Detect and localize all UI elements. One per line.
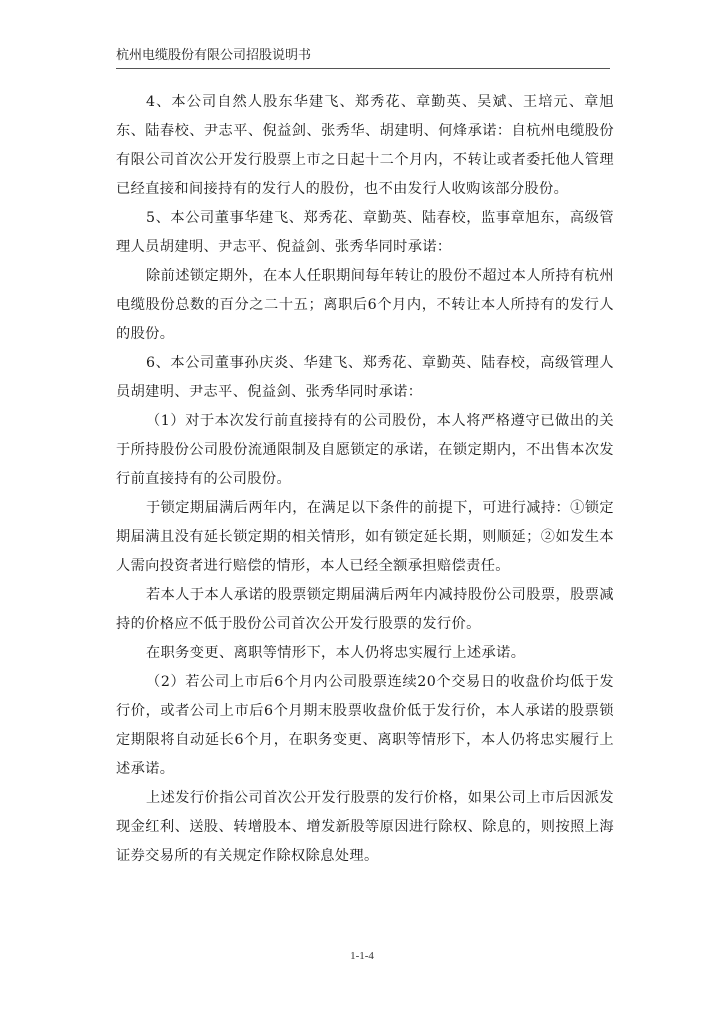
- paragraph-transfer-limit: 除前述锁定期外，在本人任职期间每年转让的股份不超过本人所持有杭州电缆股份总数的百分之二十五；离职后6个月内，不转让本人所持有的发行人的股份。: [116, 268, 614, 342]
- paragraph-shareholder-lockup: 4、本公司自然人股东华建飞、郑秀花、章勤英、吴斌、王培元、章旭东、陆春校、尹志平、倪益剑、张秀华、胡建明、何烽承诺：自杭州电缆股份有限公司首次公开发行股票上市之日起十二个月内，不转让或者委托他人管理已经直接和间接持有的发行人的股份，也不由发行人收购该部分股份。: [116, 94, 614, 197]
- document-body: [116, 88, 614, 871]
- paragraph-director-commitment: 5、本公司董事华建飞、郑秀花、章勤英、陆春校，监事章旭东，高级管理人员胡建明、尹志平、倪益剑、张秀华同时承诺：: [116, 210, 614, 255]
- header-divider: [116, 68, 610, 69]
- page-number: 1-1-4: [350, 950, 374, 962]
- page-header: [116, 48, 610, 68]
- page-footer: [0, 950, 724, 962]
- paragraph-item-1: （1）对于本次发行前直接持有的公司股份，本人将严格遵守已做出的关于所持股份公司股份流通限制及自愿锁定的承诺，在锁定期内，不出售本次发行前直接持有的公司股份。: [116, 413, 614, 487]
- document-title: 杭州电缆股份有限公司招股说明书: [116, 48, 312, 63]
- paragraph-issue-price-definition: 上述发行价指公司首次公开发行股票的发行价格，如果公司上市后因派发现金红利、送股、转增股本、增发新股等原因进行除权、除息的，则按照上海证券交易所的有关规定作除权除息处理。: [116, 790, 614, 864]
- paragraph-item-2: （2）若公司上市后6个月内公司股票连续20个交易日的收盘价均低于发行价，或者公司上市后6个月期末股票收盘价低于发行价，本人承诺的股票锁定期限将自动延长6个月，在职务变更、离职等情形下，本人仍将忠实履行上述承诺。: [116, 674, 614, 777]
- paragraph-reduction-price: 若本人于本人承诺的股票锁定期届满后两年内减持股份公司股票，股票减持的价格应不低于股份公司首次公开发行股票的发行价。: [116, 587, 614, 632]
- paragraph-director-commitment-2: 6、本公司董事孙庆炎、华建飞、郑秀花、章勤英、陆春校，高级管理人员胡建明、尹志平、倪益剑、张秀华同时承诺：: [116, 355, 614, 400]
- paragraph-position-change: 在职务变更、离职等情形下，本人仍将忠实履行上述承诺。: [146, 645, 526, 661]
- paragraph-reduction-conditions: 于锁定期届满后两年内，在满足以下条件的前提下，可进行减持：①锁定期届满且没有延长锁定期的相关情形，如有锁定延长期，则顺延；②如发生本人需向投资者进行赔偿的情形，本人已经全额承担赔偿责任。: [116, 500, 614, 574]
